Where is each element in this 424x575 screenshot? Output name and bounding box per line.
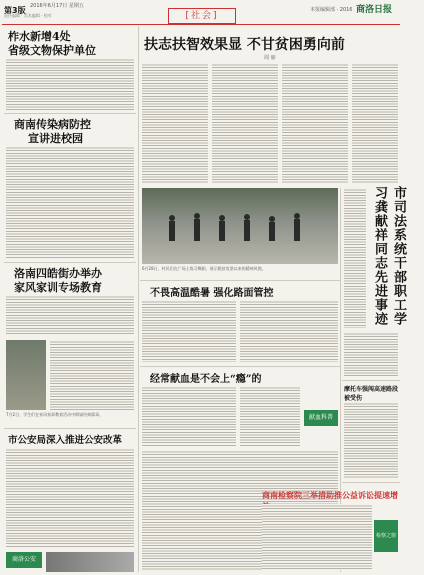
c1-body-cont	[344, 332, 398, 376]
divider	[4, 262, 136, 263]
main-photo	[142, 188, 338, 264]
a4-title: 市公安局深入推进公安改革	[8, 435, 123, 446]
a3-body	[6, 295, 134, 335]
column-divider	[138, 26, 139, 572]
c3-badge: 检察之窗	[374, 520, 398, 552]
a4-body	[6, 448, 134, 548]
dancers-figure-icon	[142, 188, 338, 264]
b1-title: 不畏高温酷暑 强化路面管控	[150, 288, 274, 299]
main-title: 扶志扶智效果显 不甘贫困勇向前	[144, 37, 345, 53]
divider	[140, 280, 340, 281]
main-caption: 6月28日，村民们在广场上练习舞蹈，展示脱贫攻坚以来的精神风貌。	[142, 266, 266, 271]
b2-body-col1	[142, 386, 236, 446]
header-rule	[2, 24, 400, 25]
divider	[342, 380, 400, 381]
a2-body	[6, 146, 134, 258]
masthead-logo: 商洛日报	[356, 5, 393, 15]
a3-body-cont	[50, 340, 134, 410]
a4-badge: 商洛公安	[6, 552, 42, 568]
a3-photo	[6, 340, 46, 410]
header-info: 本报编辑部 · 2016	[310, 7, 353, 13]
divider	[4, 113, 136, 114]
a3-title: 洛南四皓街办举办	[14, 267, 102, 280]
main-body-col2	[212, 63, 278, 183]
divider	[342, 482, 400, 483]
a1-title: 柞水新增4处	[8, 30, 71, 43]
b2-badge: 献血科普	[304, 410, 338, 426]
a1-body	[6, 58, 134, 110]
main-body-col1	[142, 63, 208, 183]
page-number: 第3版	[4, 6, 26, 15]
b1-body-col2	[240, 300, 338, 362]
c1-body	[344, 188, 366, 328]
c2-title: 摩托车强闯高速路段被受伤	[344, 386, 399, 402]
c2-body	[344, 402, 398, 478]
divider	[140, 366, 340, 367]
b2-title: 经常献血是不会上“瘾”的	[150, 374, 262, 385]
section-label: [社会]	[168, 8, 236, 24]
a1-subtitle: 省级文物保护单位	[8, 44, 96, 57]
main-body-col4	[352, 63, 398, 183]
b1-body-col1	[142, 300, 236, 362]
main-author: 周 丽	[264, 55, 276, 61]
a4-photo	[46, 552, 134, 572]
c1-title: 市司法系统干部职工学习龚献祥同志先进事迹	[372, 186, 406, 326]
b2-body-col2	[240, 386, 300, 446]
issue-date: 2016年6月17日 星期五	[30, 3, 84, 9]
a3-caption: 7月2日，学生们在家风家训教育活动中朗诵经典篇章。	[6, 412, 104, 417]
c3-title: 商南检察院三举措助推公益诉讼提速增	[262, 490, 398, 500]
a3-subtitle: 家风家训专场教育	[14, 281, 102, 294]
c3-body	[262, 504, 372, 570]
main-body-col3	[282, 63, 348, 183]
editors-line: 责任编辑 · 美术编辑 · 校对	[4, 13, 52, 18]
a2-subtitle: 宣讲进校园	[28, 132, 83, 145]
divider	[4, 428, 136, 429]
a2-title: 商南传染病防控	[14, 118, 91, 131]
